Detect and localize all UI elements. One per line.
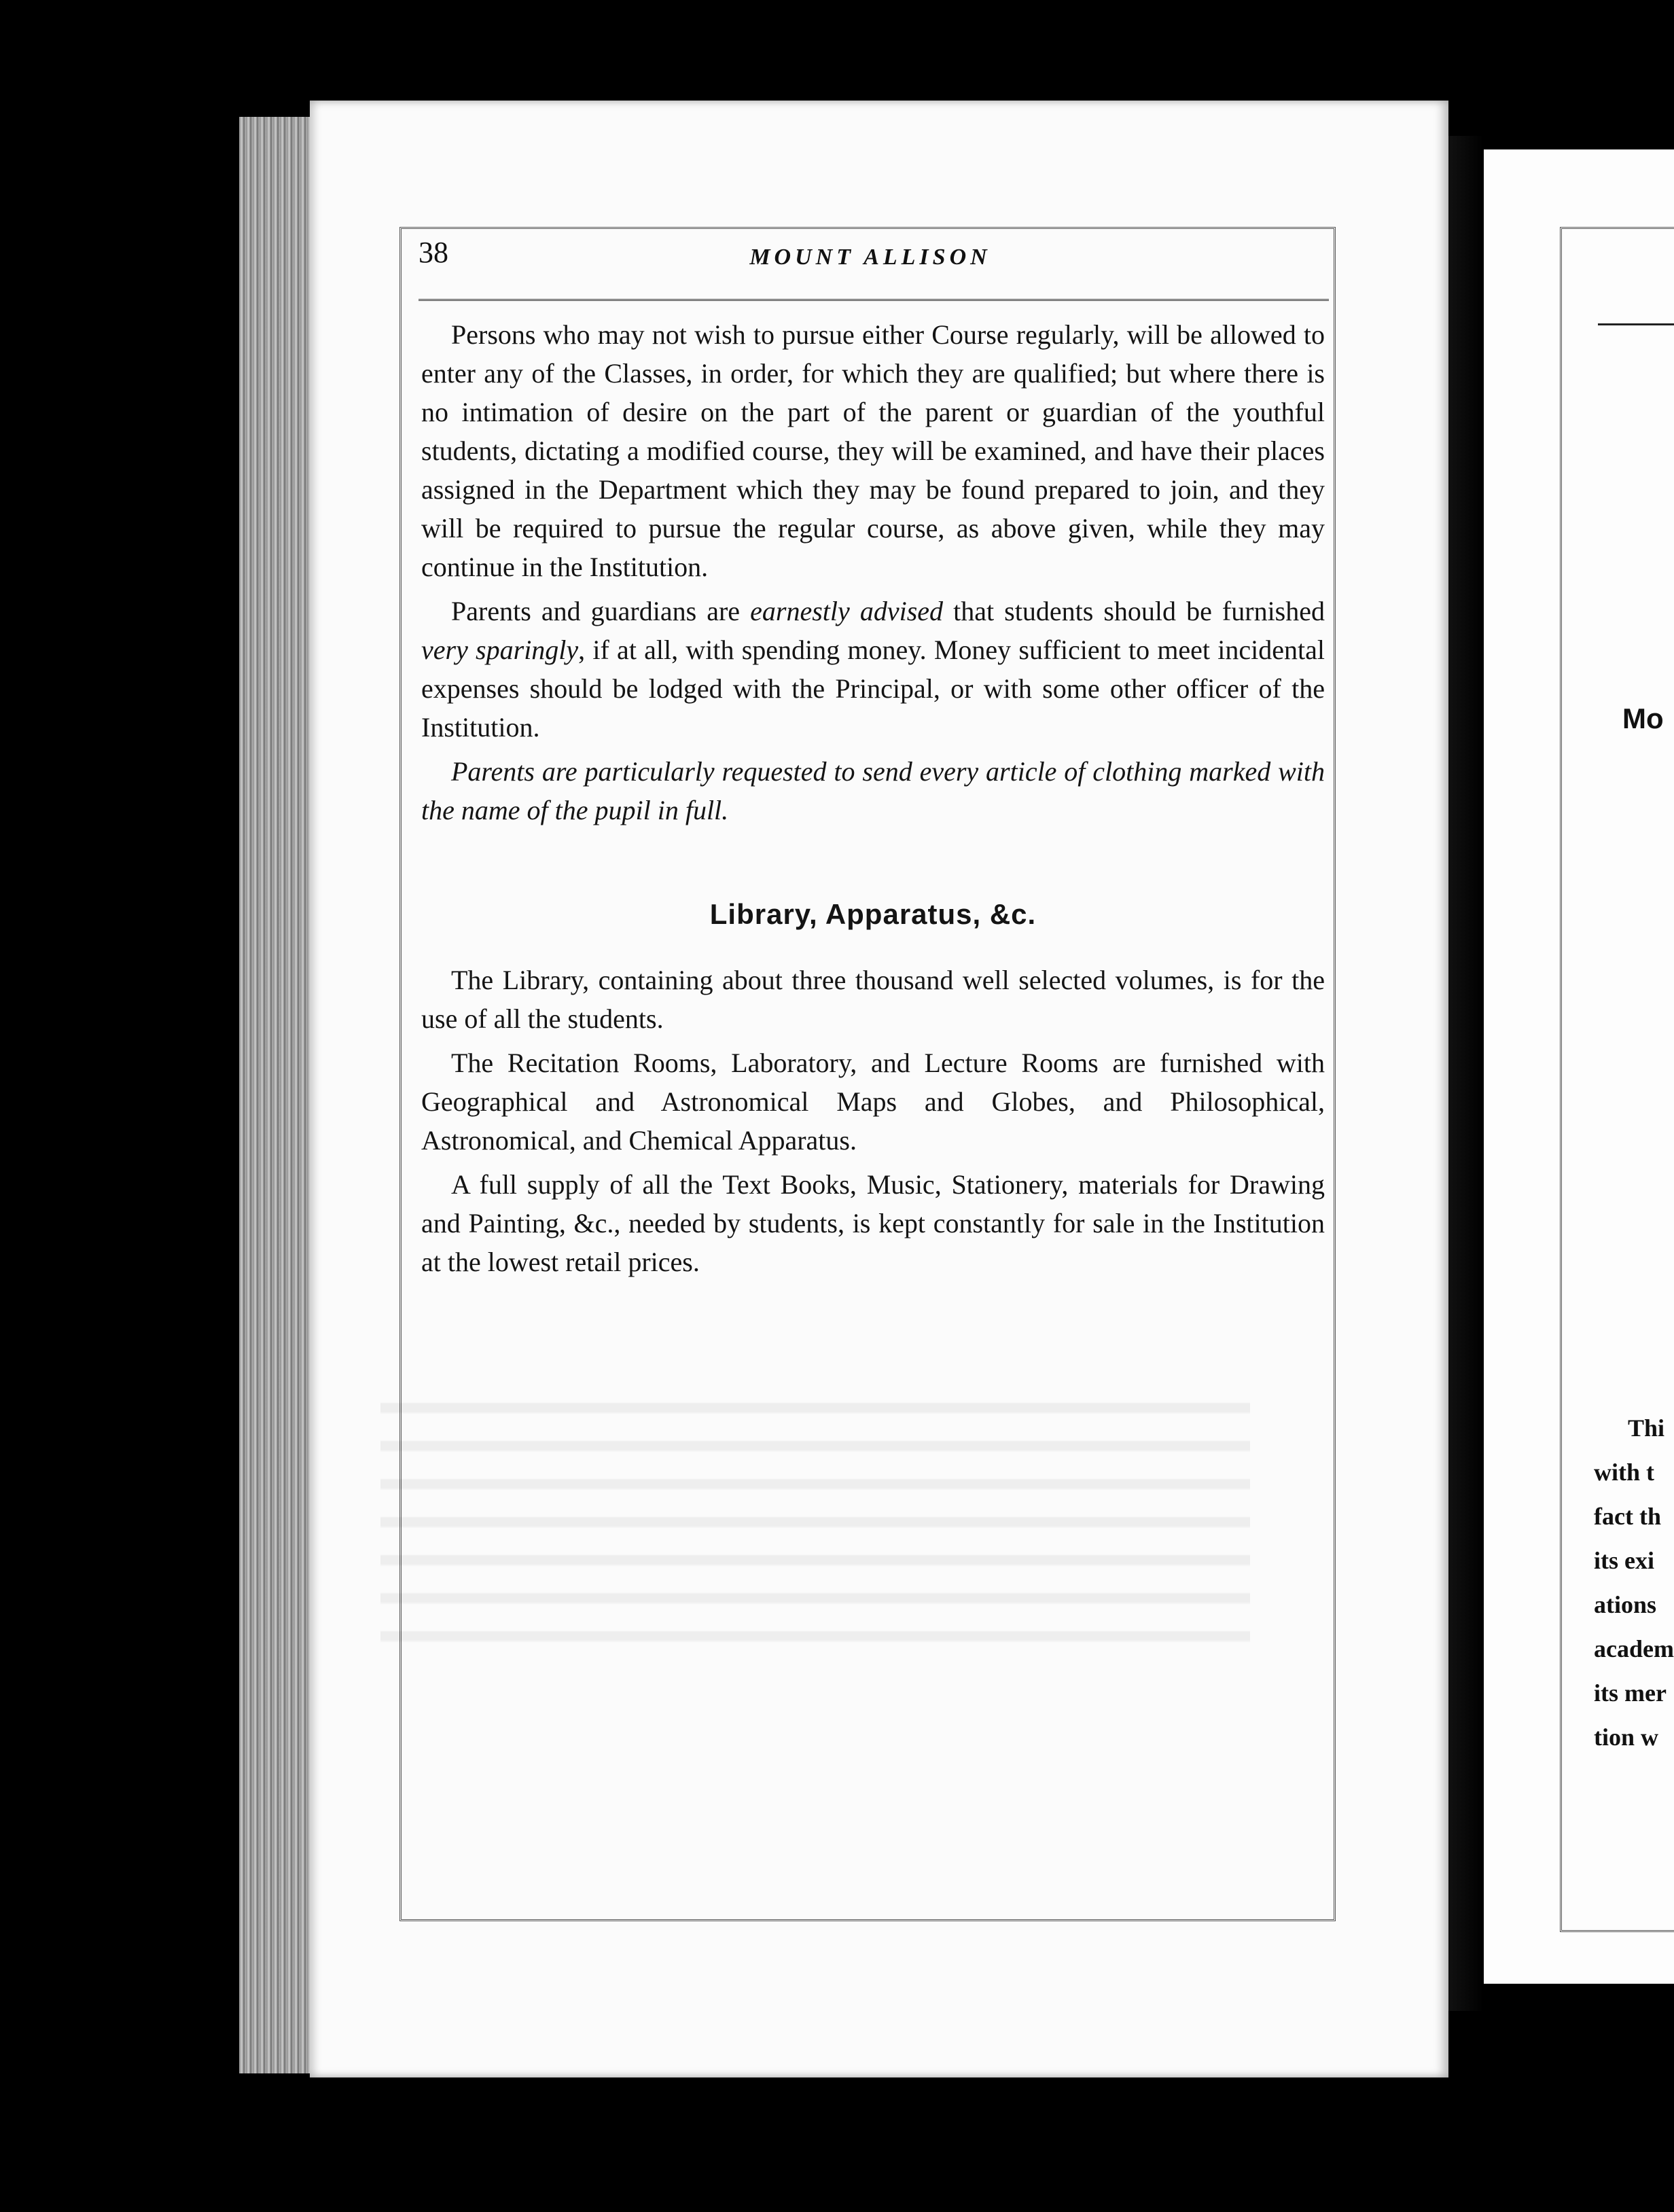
running-head bbox=[418, 235, 1322, 283]
text-run: that students should be furnished bbox=[943, 596, 1325, 626]
paragraph-library: The Library, containing about three thousand well selected volumes, is for the use of all the students. bbox=[421, 965, 1325, 1034]
page-edges bbox=[239, 117, 313, 2073]
paragraph-supplies: A full supply of all the Text Books, Music, Stationery, materials for Drawing and Painting, &c., needed by students, is kept constantly for sale in the Institution at the lowest retail prices. bbox=[421, 1169, 1325, 1277]
emphasis-text: earnestly advised bbox=[750, 596, 944, 626]
running-head-title: MOUNT ALLISON bbox=[749, 245, 991, 270]
paragraph-rooms: The Recitation Rooms, Laboratory, and Lecture Rooms are furnished with Geographical and Astronomical Maps and Globes, and Philosophical, Astronomical, and Chemical Apparatus. bbox=[421, 1048, 1325, 1156]
paragraph-clothing-note: Parents are particularly requested to send every article of clothing marked with the name of the pupil in full. bbox=[421, 756, 1325, 825]
right-page-heading: Mo bbox=[1622, 702, 1664, 734]
right-page-text bbox=[1594, 1406, 1674, 1760]
text-run: Parents and guardians are bbox=[451, 596, 751, 626]
paragraph-courses: Persons who may not wish to pursue either Course regularly, will be allowed to enter any of the Classes, in order, for which they are qualified; but where there is no intimation of desire on the part of the parent or guardian of the youthful students, dictating a modified course, they will be examined, and have their places assigned in the Department which they may be found prepared to join, and they will be required to pursue the regular course, as above given, while they may continue in the Institution. bbox=[421, 319, 1325, 582]
right-line: ations bbox=[1594, 1591, 1657, 1618]
book-gutter bbox=[1448, 136, 1484, 2011]
body-text bbox=[421, 315, 1325, 1287]
left-page-content bbox=[310, 101, 1448, 2077]
text-run: , if at all, with spending money. Money sufficient to meet incidental expenses should be lodged with the Principal, or with some other officer of the Institution. bbox=[421, 635, 1325, 743]
header-rule bbox=[418, 299, 1329, 301]
section-heading: Library, Apparatus, &c. bbox=[709, 898, 1037, 930]
right-line: academ bbox=[1594, 1635, 1674, 1662]
right-line: tion w bbox=[1594, 1724, 1659, 1751]
right-page-rule bbox=[1598, 323, 1674, 325]
emphasis-text: very sparingly bbox=[421, 635, 579, 665]
right-line: with t bbox=[1594, 1459, 1654, 1486]
paragraph-spending-money bbox=[421, 592, 1325, 747]
show-through-text bbox=[380, 1379, 1250, 1664]
right-line: fact th bbox=[1594, 1503, 1661, 1530]
right-line: Thi bbox=[1628, 1414, 1665, 1442]
right-line: its mer bbox=[1594, 1679, 1667, 1707]
right-line: its exi bbox=[1594, 1547, 1654, 1574]
page-number: 38 bbox=[418, 236, 448, 269]
